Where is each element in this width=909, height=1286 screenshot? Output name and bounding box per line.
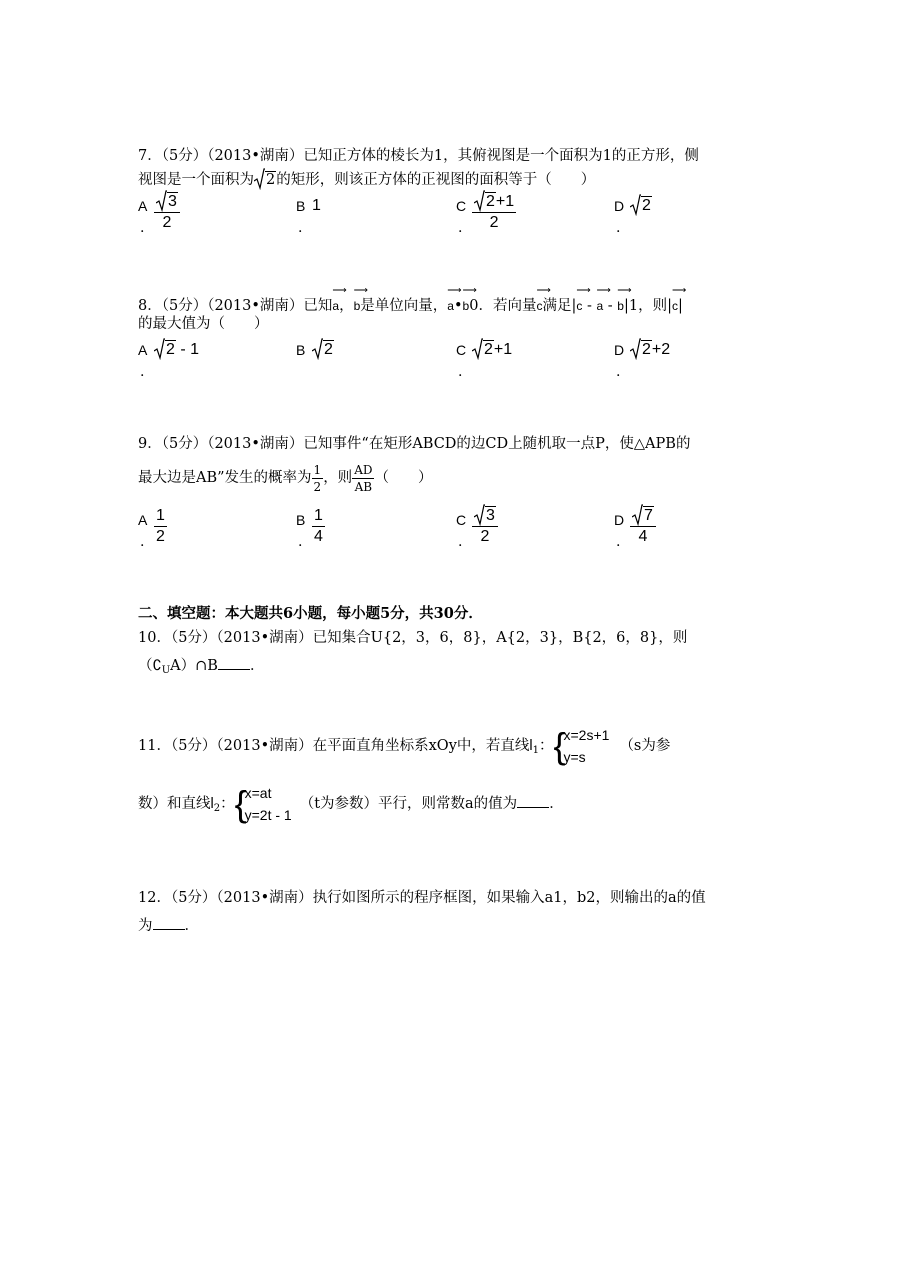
q8-option-b[interactable] [296, 336, 446, 380]
question-11 [138, 722, 778, 828]
q11-line2 [138, 780, 778, 828]
vector-b2: ⟶ b [462, 285, 477, 313]
option-letter: A [138, 342, 148, 358]
q8-text-a: 8．（5分）（2013•湖南）已知 [138, 298, 333, 314]
q9-line2 [138, 456, 778, 500]
parametric-system-1: { x=2s+1 y=s [553, 725, 610, 766]
vector-c3-letter: c [671, 299, 678, 313]
answer-blank[interactable] [218, 655, 250, 670]
line-l1-subscript: 1 [532, 745, 539, 756]
q12-line2 [138, 914, 778, 938]
vector-b2-letter: b [462, 299, 470, 313]
question-7 [138, 144, 778, 236]
vector-b3: ⟶ b [617, 285, 632, 313]
system1-eq1: x=2s+1 [563, 727, 610, 743]
q12-text-a: 为 [138, 918, 153, 934]
option-dot: . [298, 220, 303, 236]
q7-option-d[interactable] [614, 192, 764, 236]
line-l2: l [210, 796, 214, 812]
colon-2: ： [220, 796, 235, 812]
option-letter: B [296, 512, 306, 528]
option-radicand: 2 [642, 197, 651, 214]
section-heading: 二、填空题：本大题共6小题，每小题5分，共30分． [138, 605, 483, 622]
q9-line1: 9．（5分）（2013•湖南）已知事件“在矩形ABCD的边CD上随机取一点P，使△APB的 [138, 436, 691, 452]
q11-text-d: （t为参数）平行，则常数a的值为 [299, 796, 518, 812]
option-dot: . [616, 220, 621, 236]
q9-text-c: （ ） [374, 470, 433, 486]
question-8 [138, 285, 778, 380]
sqrt-arg: 2 [266, 172, 276, 188]
vector-b3-letter: b [617, 299, 624, 313]
q9-option-a[interactable] [138, 506, 288, 550]
vector-c-letter: c [536, 299, 543, 313]
minus-1: - [586, 298, 592, 314]
q8-text-b: 是单位向量， [360, 298, 448, 314]
vector-a3: ⟶ a [596, 285, 611, 313]
q7-line2-text-a: 视图是一个面积为 [138, 172, 254, 188]
option-fraction [472, 506, 498, 547]
option-denominator: 2 [472, 526, 498, 547]
q11-text-b: （s为参 [619, 738, 671, 754]
option-value: 1 [312, 197, 321, 214]
minus-2: - [607, 298, 613, 314]
q10-text-c: ． [249, 658, 265, 674]
option-fraction [154, 506, 167, 547]
q8-text-c: 0．若向量 [469, 298, 537, 314]
sqrt-2 [254, 170, 276, 190]
option-tail: +1 [493, 341, 513, 358]
vector-a: ⟶ a [332, 285, 347, 313]
option-numerator: 1 [314, 507, 323, 524]
q7-options [138, 192, 778, 236]
option-fraction [154, 192, 180, 233]
option-radicand: 3 [168, 193, 177, 210]
q10-line2 [138, 654, 778, 678]
parametric-system-2: { x=at y=2t - 1 [234, 783, 292, 824]
q10-text-b: A）∩B [170, 658, 218, 674]
option-letter: A [138, 198, 148, 214]
option-radicand: 2 [324, 341, 333, 358]
q8-line2: 的最大值为（ ） [138, 316, 269, 332]
option-letter: D [614, 342, 625, 358]
option-dot: . [616, 534, 621, 550]
answer-blank[interactable] [153, 915, 185, 930]
option-fraction [630, 506, 656, 547]
probability-numerator: 1 [313, 462, 322, 477]
q8-option-d[interactable] [614, 336, 764, 380]
answer-blank[interactable] [517, 793, 549, 808]
vector-c3: ⟶ c [671, 285, 687, 313]
option-letter: B [296, 342, 306, 358]
q11-line1 [138, 722, 778, 770]
option-denominator: 2 [156, 528, 165, 545]
q11-text-c: 数）和直线 [138, 796, 211, 812]
q9-text-a: 最大边是AB”发生的概率为 [138, 470, 312, 486]
ratio-numerator: AD [354, 462, 373, 477]
option-dot: . [298, 534, 303, 550]
q12-line1: 12．（5分）（2013•湖南）执行如图所示的程序框图，如果输入a1，b2，则输出的a的值 [138, 890, 706, 906]
option-radicand: 2 [484, 341, 493, 358]
q7-option-a[interactable] [138, 192, 288, 236]
q11-text-e: ． [549, 796, 564, 812]
option-dot: . [140, 534, 145, 550]
option-letter: D [614, 512, 625, 528]
option-letter: C [456, 512, 467, 528]
vector-a2: ⟶ a [447, 285, 462, 313]
vector-b-letter: b [353, 299, 361, 313]
option-denominator: 2 [154, 212, 180, 233]
vector-a3-letter: a [596, 299, 604, 313]
q8-text-e: |1，则| [623, 298, 672, 314]
q8-line1: 8．（5分）（2013•湖南）已知 ⟶ a， ⟶ b是单位向量， ⟶ a• ⟶ b0．若向量 ⟶ c满足| ⟶ c - ⟶ a - ⟶ b|1，则| ⟶ c| [138, 288, 778, 312]
vector-c: ⟶ c [536, 285, 551, 313]
vector-a-letter: a [332, 299, 340, 313]
probability-fraction [312, 462, 324, 495]
option-fraction [312, 506, 325, 547]
q8-text-f: | [677, 298, 683, 314]
line-l1: l [529, 738, 533, 754]
q12-text-b: ． [184, 918, 199, 934]
option-dot: . [458, 220, 463, 236]
line-l2-subscript: 2 [213, 803, 221, 814]
option-letter: D [614, 198, 625, 214]
option-radicand: 2 [486, 193, 495, 210]
q7-option-c[interactable] [456, 192, 606, 236]
probability-denominator: 2 [313, 479, 322, 494]
vector-c2-letter: c [576, 299, 583, 313]
q8-option-c[interactable] [456, 336, 606, 380]
vector-b: ⟶ b [353, 285, 368, 313]
option-tail: +2 [651, 341, 671, 358]
vector-a2-letter: a [447, 299, 454, 313]
q9-option-d[interactable] [614, 506, 764, 550]
system2-eq1: x=at [244, 785, 272, 801]
dot-product: • [453, 298, 463, 314]
q9-text-b: ，则 [323, 470, 353, 486]
complement-subscript: U [161, 665, 171, 676]
vector-c2: ⟶ c [576, 285, 591, 313]
option-dot: . [140, 220, 145, 236]
option-plus: +1 [495, 193, 515, 210]
option-radicand: 2 [166, 341, 175, 358]
option-letter: C [456, 342, 467, 358]
option-dot: . [458, 534, 463, 550]
option-letter: A [138, 512, 148, 528]
question-10 [138, 626, 778, 678]
q8-option-a[interactable] [138, 336, 288, 380]
option-letter: C [456, 198, 467, 214]
q7-line2 [138, 168, 778, 192]
q10-line1: 10．（5分）（2013•湖南）已知集合U{2，3，6，8}，A{2，3}，B{2，6，8}，则 [138, 630, 688, 646]
q9-option-c[interactable] [456, 506, 606, 550]
q7-line1: 7．（5分）（2013•湖南）已知正方体的棱长为1，其俯视图是一个面积为1的正方形，侧 [138, 148, 699, 164]
option-denominator: 4 [630, 526, 656, 547]
system1-eq2: y=s [563, 749, 586, 765]
question-12 [138, 886, 778, 938]
colon-1: ： [539, 738, 554, 754]
option-dot: . [140, 364, 145, 380]
option-numerator: 1 [156, 507, 165, 524]
q8-text-d: 满足| [542, 298, 577, 314]
q11-text-a: 11．（5分）（2013•湖南）在平面直角坐标系xOy中，若直线 [138, 738, 530, 754]
q8-options [138, 336, 778, 380]
option-radicand: 3 [486, 507, 495, 524]
q10-text-a: （∁ [138, 658, 162, 674]
q7-option-b[interactable] [296, 192, 446, 236]
option-denominator: 2 [472, 212, 516, 233]
ratio-denominator: AB [352, 478, 374, 495]
q9-options [138, 506, 778, 550]
option-fraction [472, 192, 516, 233]
question-9 [138, 432, 778, 550]
q7-line2-text-b: 的矩形，则该正方体的正视图的面积等于（ ） [276, 172, 596, 188]
option-denominator: 4 [314, 528, 323, 545]
ratio-fraction [352, 462, 374, 495]
system2-eq2: y=2t - 1 [244, 807, 292, 823]
option-tail: - 1 [175, 341, 200, 358]
q9-option-b[interactable] [296, 506, 446, 550]
option-dot: . [616, 364, 621, 380]
option-letter: B [296, 198, 306, 214]
option-radicand: 2 [642, 341, 651, 358]
option-radicand: 7 [644, 507, 653, 524]
option-dot: . [458, 364, 463, 380]
